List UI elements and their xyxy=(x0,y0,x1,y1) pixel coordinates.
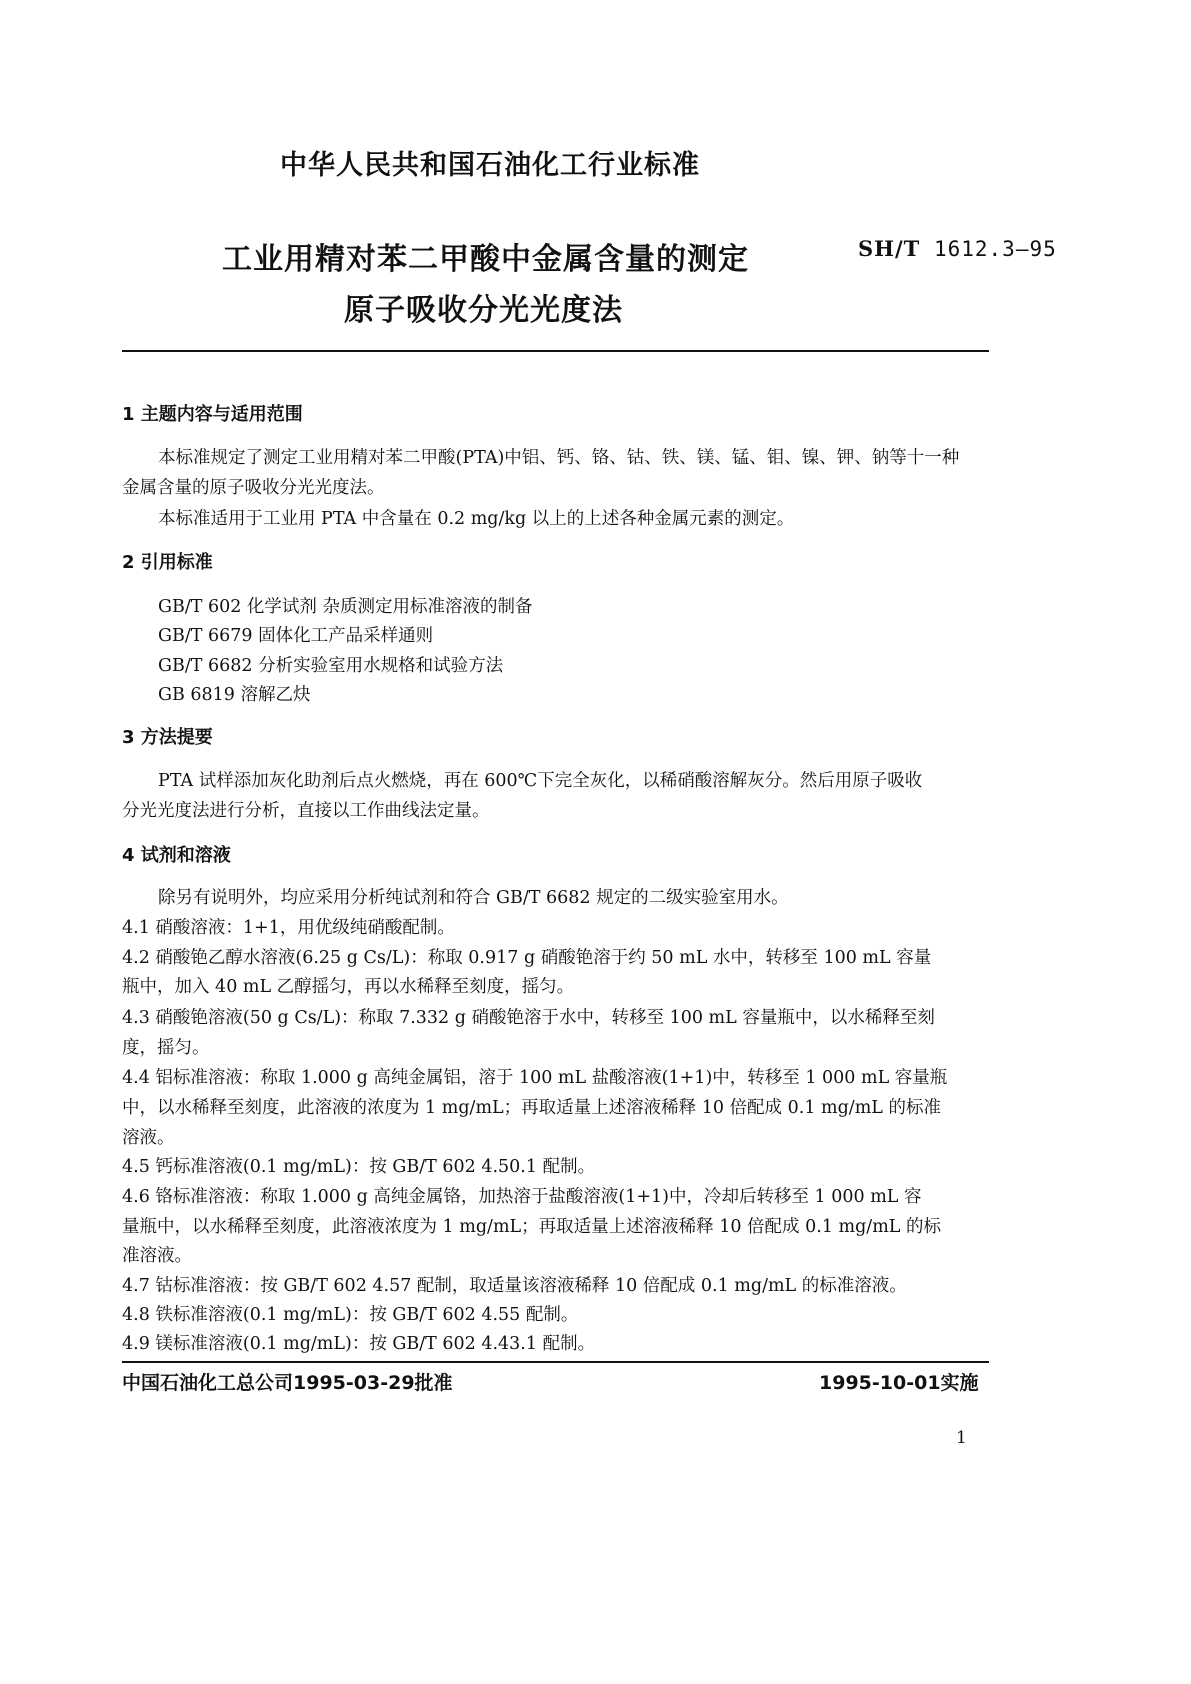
approval-line: 中国石油化工总公司1995-03-29批准 xyxy=(122,1372,453,1394)
section-2-heading: 2 引用标准 xyxy=(122,552,213,573)
reference-item: GB/T 6679 固体化工产品采样通则 xyxy=(158,626,434,646)
section-3-paragraph-cont: 分光光度法进行分析，直接以工作曲线法定量。 xyxy=(122,801,490,821)
clause-4-3: 4.3 硝酸铯溶液(50 g Cs/L)：称取 7.332 g 硝酸铯溶于水中，转移至 100 mL 容量瓶中，以水稀释至刻 xyxy=(122,1008,935,1028)
document-title: 工业用精对苯二甲酸中金属含量的测定 xyxy=(222,242,749,277)
section-3-heading: 3 方法提要 xyxy=(122,727,213,748)
section-1-scope: 本标准适用于工业用 PTA 中含量在 0.2 mg/kg 以上的上述各种金属元素的测定。 xyxy=(158,509,795,529)
section-4-intro: 除另有说明外，均应采用分析纯试剂和符合 GB/T 6682 规定的二级实验室用水。 xyxy=(158,888,789,908)
clause-4-6-cont: 量瓶中，以水稀释至刻度，此溶液浓度为 1 mg/mL；再取适量上述溶液稀释 10 倍配成 0.1 mg/mL 的标 xyxy=(122,1217,941,1237)
section-1-heading: 1 主题内容与适用范围 xyxy=(122,404,303,425)
clause-4-6: 4.6 铬标准溶液：称取 1.000 g 高纯金属铬，加热溶于盐酸溶液(1+1)中，冷却后转移至 1 000 mL 容 xyxy=(122,1187,922,1207)
clause-4-4: 4.4 铝标准溶液：称取 1.000 g 高纯金属铝，溶于 100 mL 盐酸溶液(1+1)中，转移至 1 000 mL 容量瓶 xyxy=(122,1068,948,1088)
clause-4-7: 4.7 钴标准溶液：按 GB/T 602 4.57 配制，取适量该溶液稀释 10 倍配成 0.1 mg/mL 的标准溶液。 xyxy=(122,1276,907,1296)
section-4-heading: 4 试剂和溶液 xyxy=(122,845,231,866)
section-1-paragraph: 本标准规定了测定工业用精对苯二甲酸(PTA)中铝、钙、铬、钴、铁、镁、锰、钼、镍、钾、钠等十一种 xyxy=(158,448,960,468)
effective-date: 1995-10-01实施 xyxy=(819,1372,979,1394)
clause-4-3-cont: 度，摇匀。 xyxy=(122,1038,210,1058)
clause-4-2: 4.2 硝酸铯乙醇水溶液(6.25 g Cs/L)：称取 0.917 g 硝酸铯溶于约 50 mL 水中，转移至 100 mL 容量 xyxy=(122,948,932,968)
header-divider xyxy=(122,350,989,352)
clause-4-1: 4.1 硝酸溶液：1+1，用优级纯硝酸配制。 xyxy=(122,918,455,938)
footer-divider xyxy=(122,1361,989,1363)
clause-4-4-cont: 中，以水稀释至刻度，此溶液的浓度为 1 mg/mL；再取适量上述溶液稀释 10 倍配成 0.1 mg/mL 的标准 xyxy=(122,1098,941,1118)
section-1-paragraph-cont: 金属含量的原子吸收分光光度法。 xyxy=(122,478,385,498)
industry-standard-title: 中华人民共和国石油化工行业标准 xyxy=(280,150,700,181)
reference-item: GB/T 602 化学试剂 杂质测定用标准溶液的制备 xyxy=(158,597,533,617)
section-3-paragraph: PTA 试样添加灰化助剂后点火燃烧，再在 600℃下完全灰化，以稀硝酸溶解灰分。然后用原子吸收 xyxy=(158,771,923,791)
document-subtitle: 原子吸收分光光度法 xyxy=(344,293,623,328)
standard-code xyxy=(858,236,1057,261)
clause-4-2-cont: 瓶中，加入 40 mL 乙醇摇匀，再以水稀释至刻度，摇匀。 xyxy=(122,977,575,997)
standard-number: 1612.3—95 xyxy=(933,237,1057,261)
clause-4-4-cont: 溶液。 xyxy=(122,1128,175,1148)
clause-4-8: 4.8 铁标准溶液(0.1 mg/mL)：按 GB/T 602 4.55 配制。 xyxy=(122,1305,579,1325)
clause-4-6-cont: 准溶液。 xyxy=(122,1246,192,1266)
page-number: 1 xyxy=(956,1428,967,1448)
reference-item: GB 6819 溶解乙炔 xyxy=(158,685,311,705)
standard-prefix: SH/T xyxy=(858,236,921,261)
clause-4-9: 4.9 镁标准溶液(0.1 mg/mL)：按 GB/T 602 4.43.1 配制。 xyxy=(122,1334,596,1354)
reference-item: GB/T 6682 分析实验室用水规格和试验方法 xyxy=(158,656,504,676)
clause-4-5: 4.5 钙标准溶液(0.1 mg/mL)：按 GB/T 602 4.50.1 配制。 xyxy=(122,1157,596,1177)
